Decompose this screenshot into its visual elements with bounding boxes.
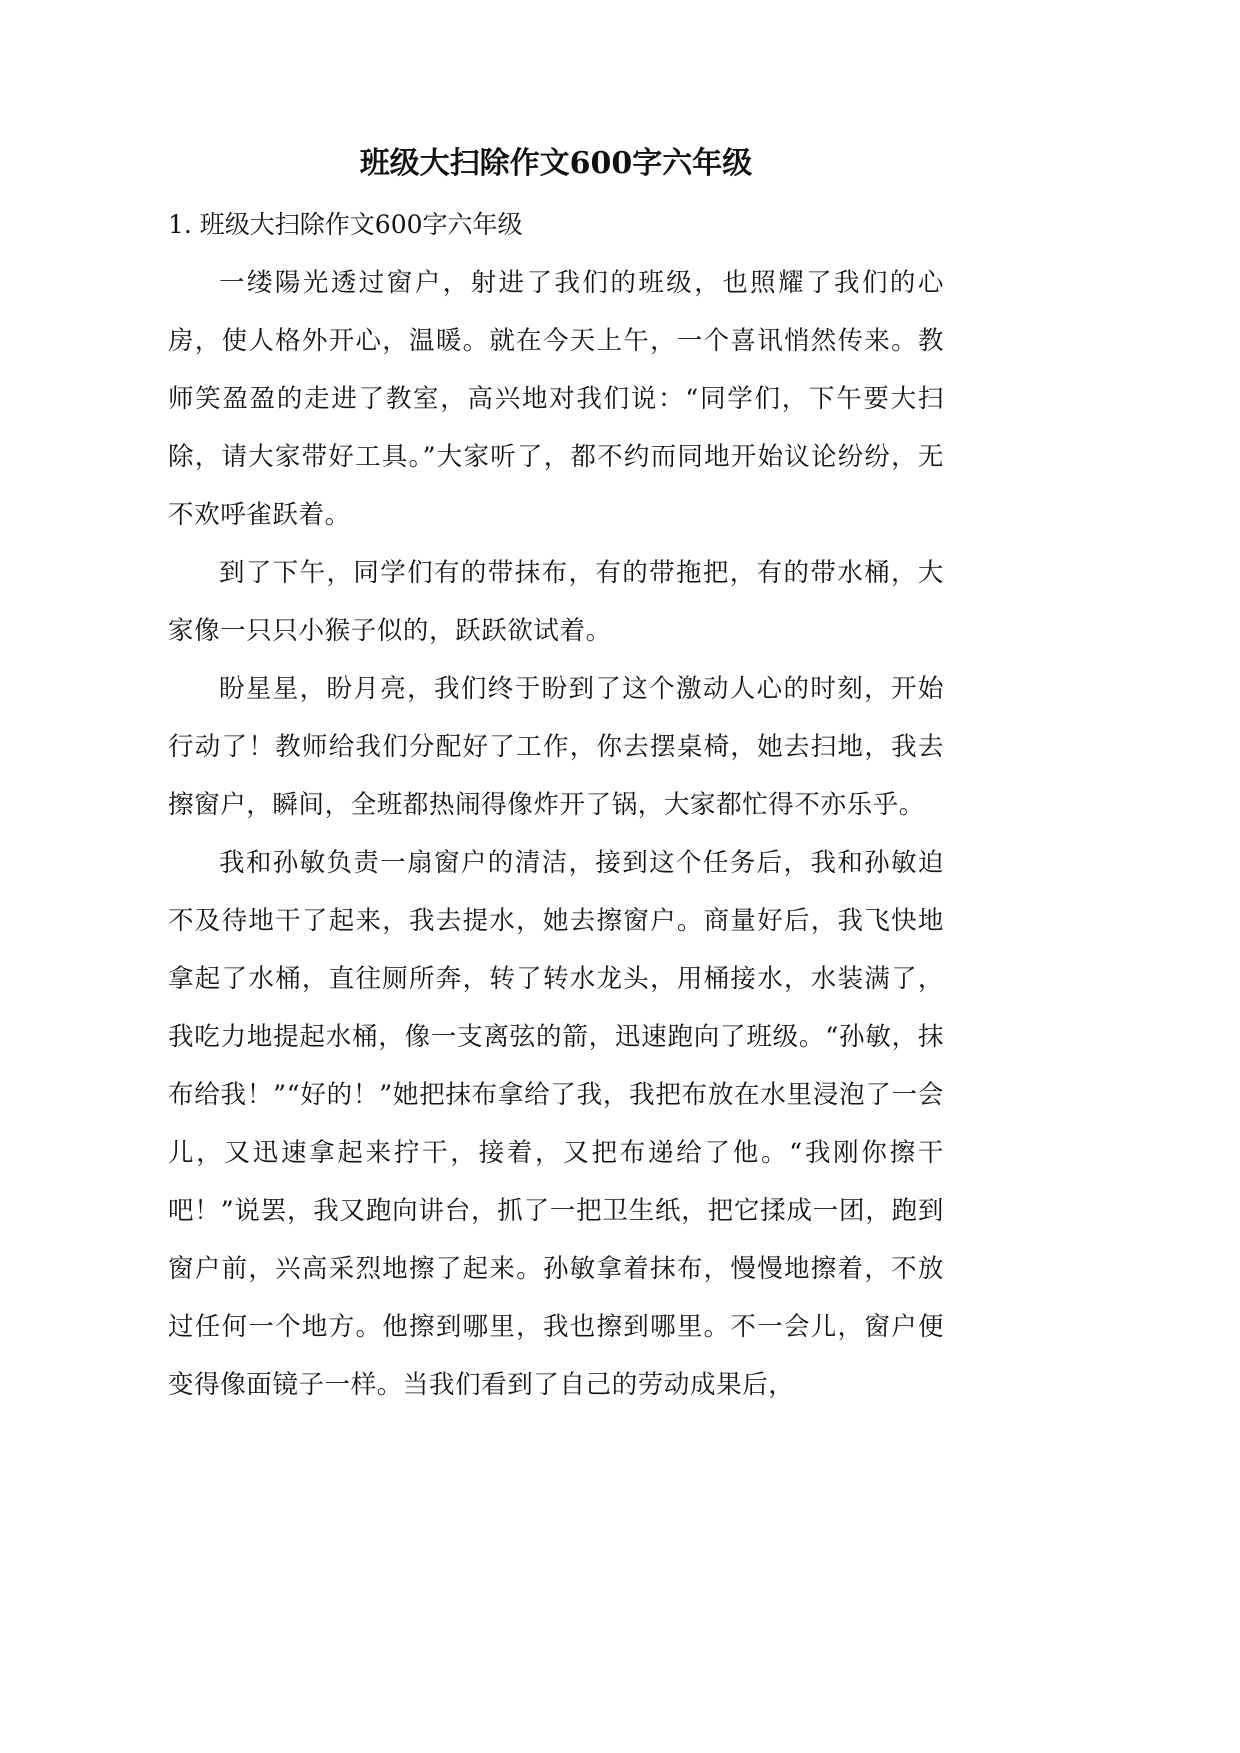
paragraph-4: 我和孙敏负责一扇窗户的清洁，接到这个任务后，我和孙敏迫不及待地干了起来，我去提水，她去擦窗户。商量好后，我飞快地拿起了水桶，直往厕所奔，转了转水龙头，用桶接水，水装满了，我吃力地提起水桶，像一支离弦的箭，迅速跑向了班级。“孙敏，抹布给我！”“好的！”她把抹布拿给了我，我把布放在水里浸泡了一会儿，又迅速拿起来拧干，接着，又把布递给了他。“我刚你擦干吧！”说罢，我又跑向讲台，抓了一把卫生纸，把它揉成一团，跑到窗户前，兴高采烈地擦了起来。孙敏拿着抹布，慢慢地擦着，不放过任何一个地方。他擦到哪里，我也擦到哪里。不一会儿，窗户便变得像面镜子一样。当我们看到了自己的劳动成果后， bbox=[168, 848, 944, 1400]
paragraph-2: 到了下午，同学们有的带抹布，有的带拖把，有的带水桶，大家像一只只小猴子似的，跃跃欲试着。 bbox=[168, 558, 944, 646]
document-page bbox=[168, 138, 944, 1414]
paragraph-3: 盼星星，盼月亮，我们终于盼到了这个激动人心的时刻，开始行动了！教师给我们分配好了工作，你去摆桌椅，她去扫地，我去擦窗户，瞬间，全班都热闹得像炸开了锅，大家都忙得不亦乐乎。 bbox=[168, 674, 944, 820]
document-title: 班级大扫除作文600字六年级 bbox=[359, 146, 753, 181]
section-heading: 1. 班级大扫除作文600字六年级 bbox=[168, 210, 523, 239]
paragraph-1: 一缕陽光透过窗户，射进了我们的班级，也照耀了我们的心房，使人格外开心，温暖。就在今天上午，一个喜讯悄然传来。教师笑盈盈的走进了教室，高兴地对我们说：“同学们，下午要大扫除，请大家带好工具。”大家听了，都不约而同地开始议论纷纷，无不欢呼雀跃着。 bbox=[168, 268, 944, 530]
